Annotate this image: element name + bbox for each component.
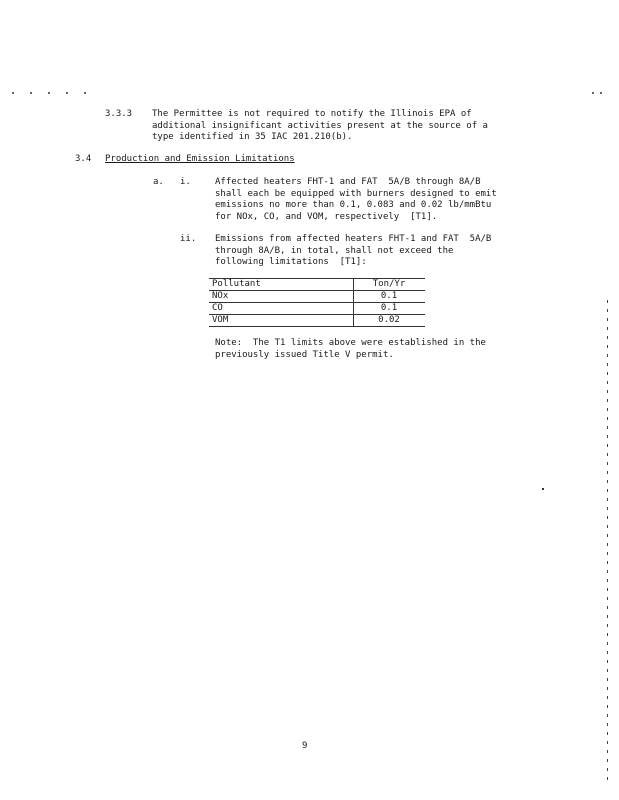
item-ai-line-1: Affected heaters FHT-1 and FAT 5A/B through 8A/B: [215, 177, 481, 187]
table-row: [209, 291, 425, 303]
item-aii-line-2: through 8A/B, in total, shall not exceed the: [215, 245, 454, 256]
item-ai-line-3: emissions no more than 0.1, 0.083 and 0.02 lb/mmBtu: [215, 200, 492, 210]
scan-edge-line: [607, 300, 608, 780]
emission-limits-table: [209, 278, 425, 327]
table-header-pollutant: Pollutant: [209, 279, 354, 291]
section-number-34: 3.4: [75, 154, 92, 164]
scan-speck: [542, 488, 544, 490]
table-cell-pollutant: CO: [209, 303, 354, 315]
paragraph-333-line-2: additional insignificant activities present at the source of a: [152, 120, 488, 131]
table-header-row: [209, 279, 425, 291]
scan-artifact-dots: [0, 92, 619, 96]
table-cell-pollutant: VOM: [209, 315, 354, 327]
table-header-ton-yr: Ton/Yr: [354, 279, 426, 291]
table-cell-pollutant: NOx: [209, 291, 354, 303]
paragraph-number-333: 3.3.3: [105, 109, 133, 119]
page-number: 9: [302, 741, 308, 751]
item-ai-line-2: shall each be equipped with burners designed to emit: [215, 188, 497, 199]
item-ai-line-4: for NOx, CO, and VOM, respectively [T1].: [215, 211, 438, 222]
section-title-34: Production and Emission Limitations: [105, 154, 295, 164]
note-line-1: Note: The T1 limits above were established in the: [215, 338, 486, 348]
paragraph-333-line-1: The Permittee is not required to notify the Illinois EPA of: [152, 109, 472, 119]
item-roman-i: i.: [180, 177, 191, 187]
paragraph-333-line-3: type identified in 35 IAC 201.210(b).: [152, 132, 353, 142]
table-cell-value: 0.1: [354, 303, 426, 315]
item-letter-a: a.: [153, 177, 164, 187]
table-cell-value: 0.02: [354, 315, 426, 327]
item-aii-line-1: Emissions from affected heaters FHT-1 and FAT 5A/B: [215, 234, 492, 244]
table-row: [209, 303, 425, 315]
item-aii-line-3: following limitations [T1]:: [215, 257, 367, 267]
table-cell-value: 0.1: [354, 291, 426, 303]
note-line-2: previously issued Title V permit.: [215, 349, 394, 360]
item-roman-ii: ii.: [180, 234, 197, 244]
table-row: [209, 315, 425, 327]
